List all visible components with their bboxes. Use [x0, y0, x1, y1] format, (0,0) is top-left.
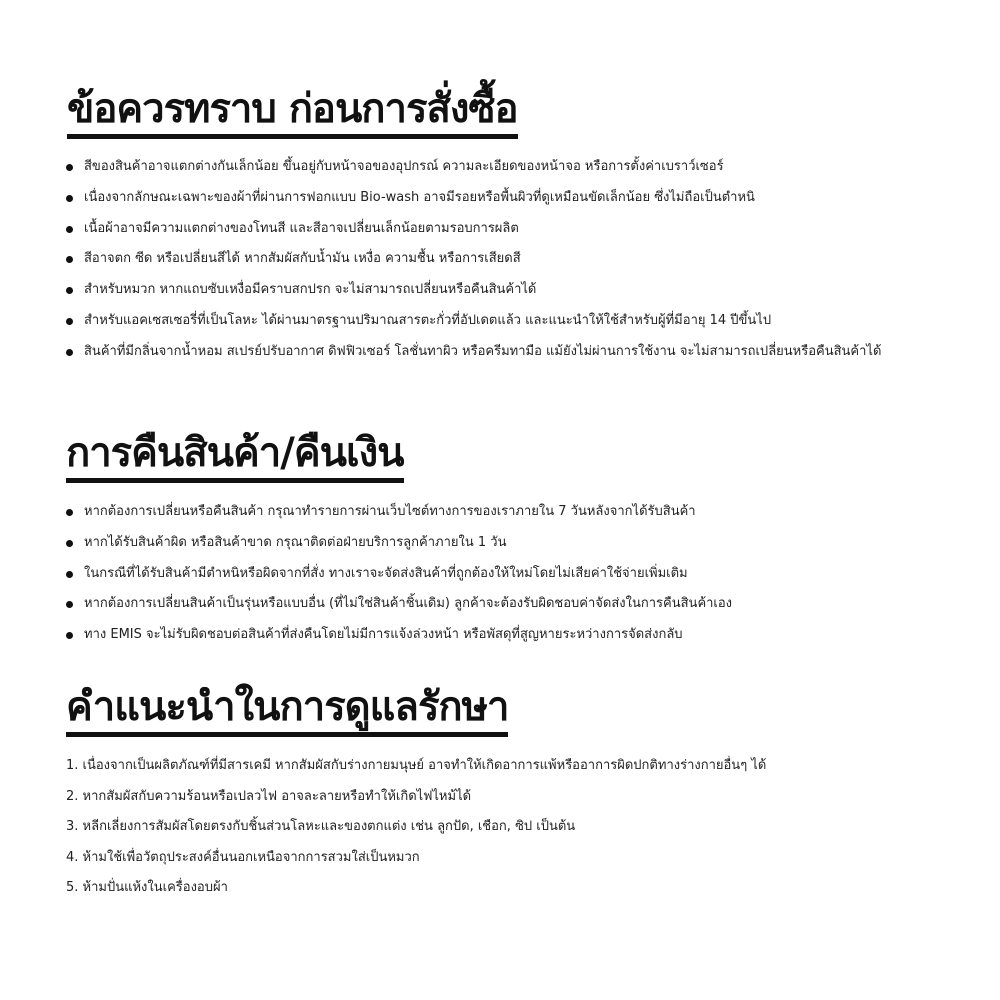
notice-list	[66, 152, 881, 368]
list-item: 3. หลีกเลี่ยงการสัมผัสโดยตรงกับชิ้นส่วนโลหะและของตกแต่ง เช่น ลูกปัด, เชือก, ซิป เป็นต้น	[66, 819, 576, 834]
list-item-text: สีของสินค้าอาจแตกต่างกันเล็กน้อย ขึ้นอยู่กับหน้าจอของอุปกรณ์ ความละเอียดของหน้าจอ หรือการตั้งค่าเบราว์เซอร์	[84, 159, 724, 174]
list-item-text: สำหรับแอคเซสเซอรี่ที่เป็นโลหะ ได้ผ่านมาตรฐานปริมาณสารตะกั่วที่อัปเดตแล้ว และแนะนำให้ใช้สำหรับผู้ที่มีอายุ 14 ปีขึ้นไป	[84, 312, 772, 328]
list-item-text: สินค้าที่มีกลิ่นจากน้ำหอม สเปรย์ปรับอากาศ ดิฟฟิวเซอร์ โลชั่นทาผิว หรือครีมทามือ แม้ยังไม่ผ่านการใช้งาน จะไม่สามารถเปลี่ยนหรือคืนสินค้าได้	[84, 343, 882, 359]
returns-title-underline	[66, 478, 404, 483]
list-item	[66, 337, 881, 368]
list-item	[66, 620, 732, 651]
notice-heading	[67, 84, 518, 139]
list-item-text: สำหรับหมวก หากแถบซับเหงื่อมีคราบสกปรก จะไม่สามารถเปลี่ยนหรือคืนสินค้าได้	[84, 282, 537, 298]
care-heading	[66, 682, 508, 737]
list-item: 5. ห้ามปั่นแห้งในเครื่องอบผ้า	[66, 880, 228, 895]
bullet-dot-icon	[66, 287, 73, 294]
list-item	[66, 589, 732, 620]
list-item: 2. หากสัมผัสกับความร้อนหรือเปลวไฟ อาจละลายหรือทำให้เกิดไฟไหม้ได้	[66, 788, 472, 804]
list-item	[66, 244, 881, 275]
list-item-text: หากต้องการเปลี่ยนสินค้าเป็นรุ่นหรือแบบอื่น (ที่ไม่ใช่สินค้าชิ้นเดิม) ลูกค้าจะต้องรับผิดชอบค่าจัดส่งในการคืนสินค้าเอง	[84, 596, 733, 612]
bullet-dot-icon	[66, 601, 73, 608]
care-title-underline	[66, 732, 508, 737]
list-item: 4. ห้ามใช้เพื่อวัตถุประสงค์อื่นนอกเหนือจากการสวมใส่เป็นหมวก	[66, 849, 420, 865]
care-title: คำแนะนำในการดูแลรักษา	[66, 684, 509, 730]
returns-list	[66, 497, 732, 651]
bullet-dot-icon	[66, 164, 73, 171]
list-item-text: ทาง EMIS จะไม่รับผิดชอบต่อสินค้าที่ส่งคืนโดยไม่มีการแจ้งล่วงหน้า หรือพัสดุที่สูญหายระหว่างการจัดส่งกลับ	[84, 627, 683, 643]
list-item: 1. เนื่องจากเป็นผลิตภัณฑ์ที่มีสารเคมี หากสัมผัสกับร่างกายมนุษย์ อาจทำให้เกิดอาการแพ้หรืออาการผิดปกติทางร่างกายอื่นๆ ได้	[66, 758, 767, 773]
bullet-dot-icon	[66, 226, 73, 233]
bullet-dot-icon	[66, 318, 73, 325]
bullet-dot-icon	[66, 509, 73, 516]
list-item	[66, 152, 881, 183]
list-item-text: เนื้อผ้าอาจมีความแตกต่างของโทนสี และสีอาจเปลี่ยนเล็กน้อยตามรอบการผลิต	[84, 220, 519, 236]
notice-title: ข้อควรทราบ ก่อนการสั่งซื้อ	[67, 86, 518, 132]
list-item-text: สีอาจตก ซีด หรือเปลี่ยนสีได้ หากสัมผัสกับน้ำมัน เหงื่อ ความชื้น หรือการเสียดสี	[84, 251, 521, 267]
list-item	[66, 306, 881, 337]
returns-title: การคืนสินค้า/คืนเงิน	[66, 430, 404, 476]
list-item-text: เนื่องจากลักษณะเฉพาะของผ้าที่ผ่านการฟอกแบบ Bio-wash อาจมีรอยหรือพื้นผิวที่ดูเหมือนขัดเล็กน้อย ซึ่งไม่ถือเป็นตำหนิ	[84, 189, 755, 205]
bullet-dot-icon	[66, 195, 73, 202]
notice-title-underline	[67, 134, 518, 139]
list-item	[66, 559, 732, 590]
returns-heading	[66, 428, 404, 483]
list-item-text: หากต้องการเปลี่ยนหรือคืนสินค้า กรุณาทำรายการผ่านเว็บไซต์ทางการของเราภายใน 7 วันหลังจากได้รับสินค้า	[84, 504, 696, 519]
bullet-dot-icon	[66, 349, 73, 356]
bullet-dot-icon	[66, 256, 73, 263]
list-item	[66, 275, 881, 306]
list-item	[66, 214, 881, 245]
care-list	[66, 751, 766, 904]
list-item-text: หากได้รับสินค้าผิด หรือสินค้าขาด กรุณาติดต่อฝ่ายบริการลูกค้าภายใน 1 วัน	[84, 534, 507, 550]
bullet-dot-icon	[66, 540, 73, 547]
list-item	[66, 528, 732, 559]
bullet-dot-icon	[66, 632, 73, 639]
list-item	[66, 497, 732, 528]
bullet-dot-icon	[66, 571, 73, 578]
list-item-text: ในกรณีที่ได้รับสินค้ามีตำหนิหรือผิดจากที่สั่ง ทางเราจะจัดส่งสินค้าที่ถูกต้องให้ใหม่โดยไม่เสียค่าใช้จ่ายเพิ่มเติม	[84, 565, 688, 581]
list-item	[66, 183, 881, 214]
